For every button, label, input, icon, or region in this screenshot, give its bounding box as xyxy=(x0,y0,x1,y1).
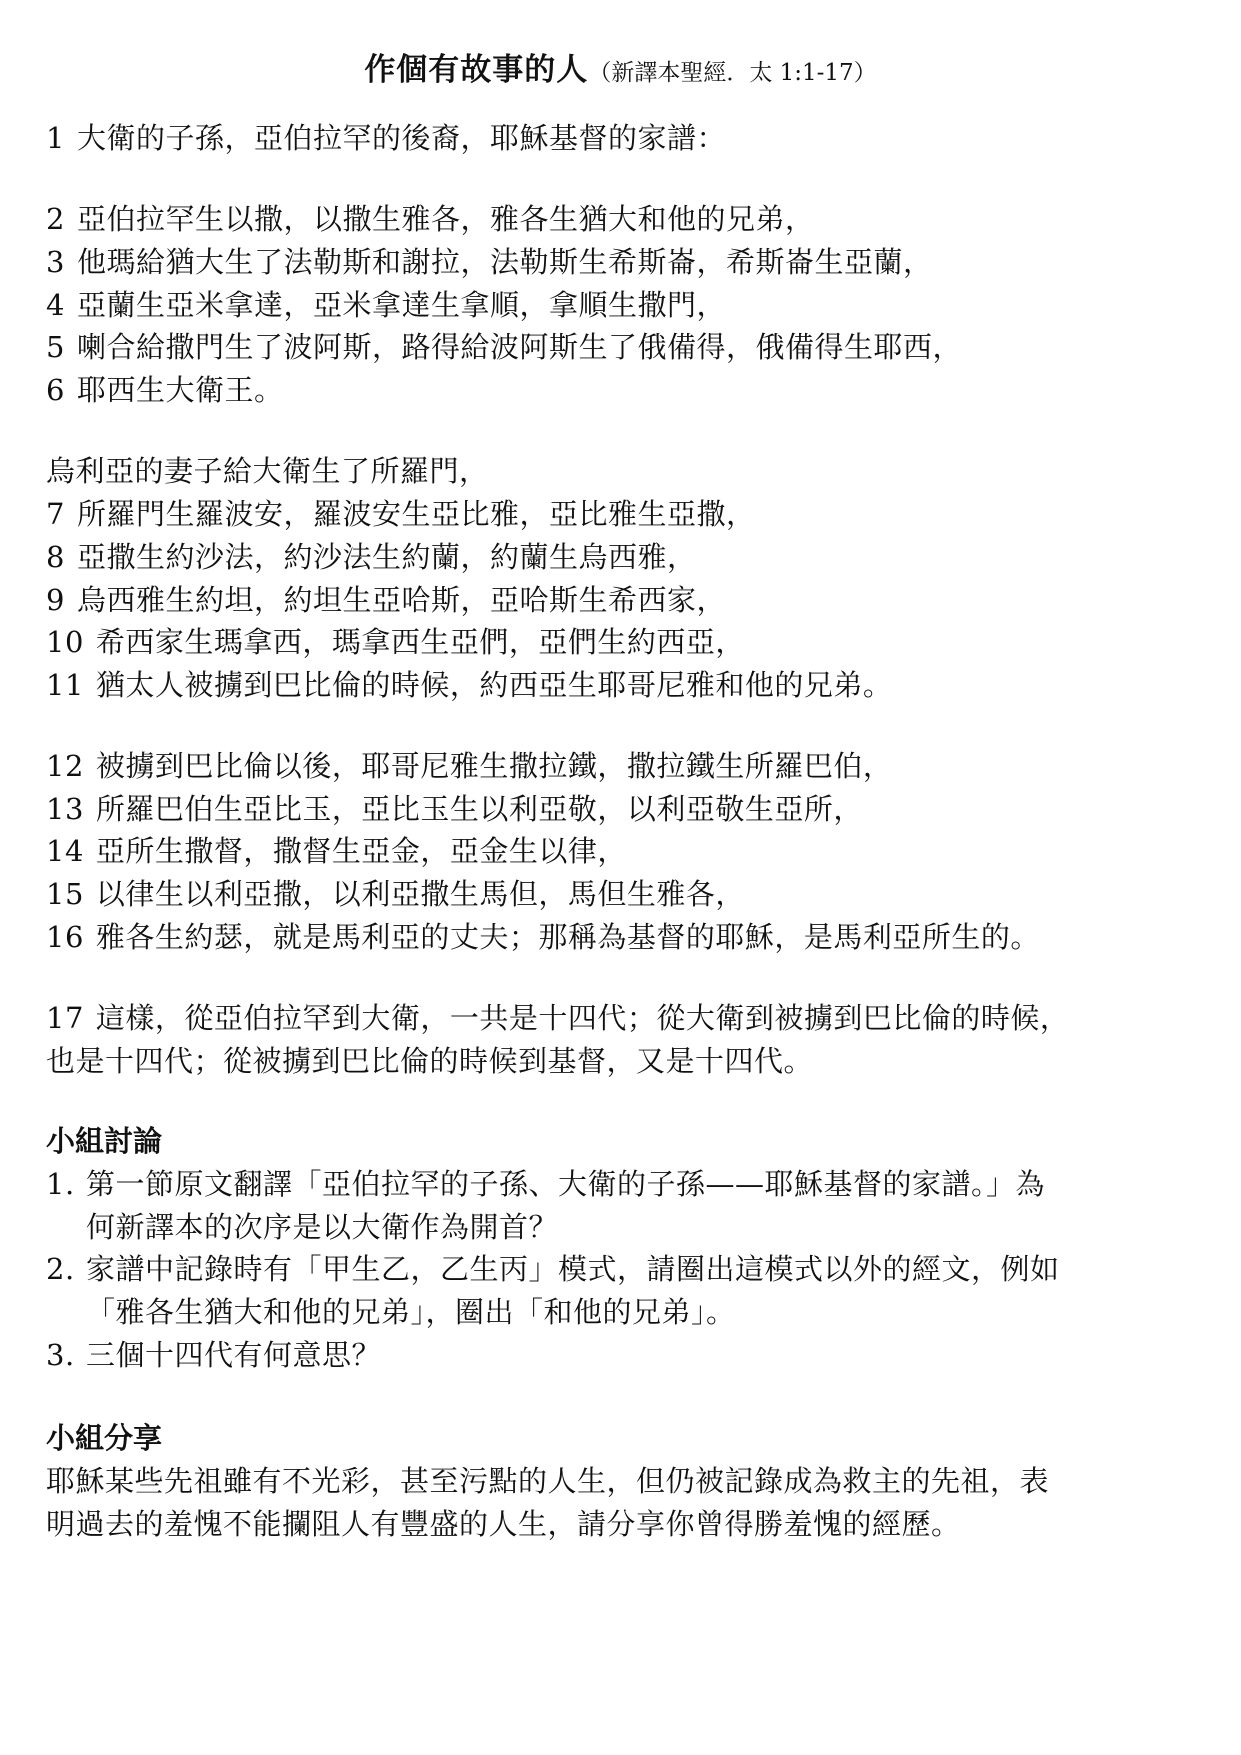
verse-text: 所羅門生羅波安，羅波安生亞比雅，亞比雅生亞撒， xyxy=(76,497,756,531)
verse-text: 這樣，從亞伯拉罕到大衛，一共是十四代；從大衛到被擄到巴比倫的時候， xyxy=(95,1001,1070,1035)
verse-number: 1 xyxy=(46,121,65,155)
verse-number: 16 xyxy=(46,920,84,954)
question-text: 三個十四代有何意思？ xyxy=(86,1338,382,1372)
verse-line xyxy=(46,242,932,282)
sharing-text: 耶穌某些先祖雖有不光彩，甚至污點的人生，但仍被記錄成為救主的先祖，表 xyxy=(46,1464,1050,1498)
verse-number: 17 xyxy=(46,1001,84,1035)
sharing-heading: 小組分享 xyxy=(46,1421,163,1455)
question-text-continued: 「雅各生猶大和他的兄弟」，圈出「和他的兄弟」。 xyxy=(86,1295,736,1329)
verse-line xyxy=(46,199,814,239)
verse-line xyxy=(46,370,283,410)
verse-text: 所羅巴伯生亞比玉，亞比玉生以利亞敬，以利亞敬生亞所， xyxy=(95,792,863,826)
question-text-continued: 何新譯本的次序是以大衛作為開首？ xyxy=(86,1210,559,1244)
verse-number: 15 xyxy=(46,877,84,911)
verse-text: 烏西雅生約坦，約坦生亞哈斯，亞哈斯生希西家， xyxy=(76,583,726,617)
verse-text: 雅各生約瑟，就是馬利亞的丈夫；那稱為基督的耶穌，是馬利亞所生的。 xyxy=(95,920,1040,954)
question-text: 第一節原文翻譯「亞伯拉罕的子孫、大衛的子孫——耶穌基督的家譜。」為 xyxy=(86,1167,1046,1201)
verse-text: 烏利亞的妻子給大衛生了所羅門， xyxy=(46,454,489,488)
verse-text: 喇合給撒門生了波阿斯，路得給波阿斯生了俄備得，俄備得生耶西， xyxy=(76,330,962,364)
verse-number: 6 xyxy=(46,373,65,407)
verse-text: 亞所生撒督，撒督生亞金，亞金生以律， xyxy=(95,834,627,868)
verse-number: 2 xyxy=(46,202,65,236)
verse-text: 被擄到巴比倫以後，耶哥尼雅生撒拉鐵，撒拉鐵生所羅巴伯， xyxy=(95,749,893,783)
verse-line xyxy=(46,874,745,914)
verse-text: 耶西生大衛王。 xyxy=(76,373,284,407)
verse-number: 9 xyxy=(46,583,65,617)
verse-line xyxy=(46,327,962,367)
question-number: 2. xyxy=(46,1252,75,1286)
verse-number: 13 xyxy=(46,792,84,826)
verse-line xyxy=(46,118,726,158)
verse-text: 希西家生瑪拿西，瑪拿西生亞們，亞們生約西亞， xyxy=(95,625,745,659)
verse-number: 5 xyxy=(46,330,65,364)
title-reference: （新譯本聖經．太 1:1-17） xyxy=(588,60,877,86)
verse-number: 7 xyxy=(46,497,65,531)
verse-line xyxy=(46,831,627,871)
verse-line xyxy=(46,622,745,662)
verse-text: 猶太人被擄到巴比倫的時候，約西亞生耶哥尼雅和他的兄弟。 xyxy=(95,668,893,702)
discussion-question xyxy=(46,1335,381,1375)
question-number: 3. xyxy=(46,1338,75,1372)
verse-line xyxy=(46,789,863,829)
verse-line xyxy=(46,917,1040,957)
sharing-text: 明過去的羞愧不能攔阻人有豐盛的人生，請分享你曾得勝羞愧的經歷。 xyxy=(46,1507,961,1541)
page-title xyxy=(0,44,1241,89)
verse-text: 以律生以利亞撒，以利亞撒生馬但，馬但生雅各， xyxy=(95,877,745,911)
verse-line xyxy=(46,537,696,577)
verse-text: 大衛的子孫，亞伯拉罕的後裔，耶穌基督的家譜： xyxy=(76,121,726,155)
verse-number: 8 xyxy=(46,540,65,574)
verse-number: 12 xyxy=(46,749,84,783)
title-main: 作個有故事的人 xyxy=(364,52,589,88)
question-number: 1. xyxy=(46,1167,75,1201)
verse-line xyxy=(46,494,755,534)
verse-line xyxy=(46,746,892,786)
verse-line xyxy=(46,1041,813,1081)
verse-number: 11 xyxy=(46,668,84,702)
verse-line xyxy=(46,451,489,491)
verse-number: 4 xyxy=(46,288,65,322)
verse-line xyxy=(46,580,726,620)
verse-text: 也是十四代；從被擄到巴比倫的時候到基督，又是十四代。 xyxy=(46,1044,814,1078)
verse-line xyxy=(46,285,726,325)
discussion-heading: 小組討論 xyxy=(46,1124,163,1158)
question-text: 家譜中記錄時有「甲生乙，乙生丙」模式，請圈出這模式以外的經文，例如 xyxy=(86,1252,1060,1286)
verse-text: 亞撒生約沙法，約沙法生約蘭，約蘭生烏西雅， xyxy=(76,540,697,574)
verse-text: 亞蘭生亞米拿達，亞米拿達生拿順，拿順生撒門， xyxy=(76,288,726,322)
verse-line xyxy=(46,998,1069,1038)
verse-text: 他瑪給猶大生了法勒斯和謝拉，法勒斯生希斯崙，希斯崙生亞蘭， xyxy=(76,245,933,279)
discussion-question xyxy=(46,1249,1060,1289)
verse-text: 亞伯拉罕生以撒，以撒生雅各，雅各生猶大和他的兄弟， xyxy=(76,202,815,236)
verse-number: 10 xyxy=(46,625,84,659)
verse-number: 3 xyxy=(46,245,65,279)
verse-number: 14 xyxy=(46,834,84,868)
discussion-question xyxy=(46,1164,1045,1204)
verse-line xyxy=(46,665,892,705)
